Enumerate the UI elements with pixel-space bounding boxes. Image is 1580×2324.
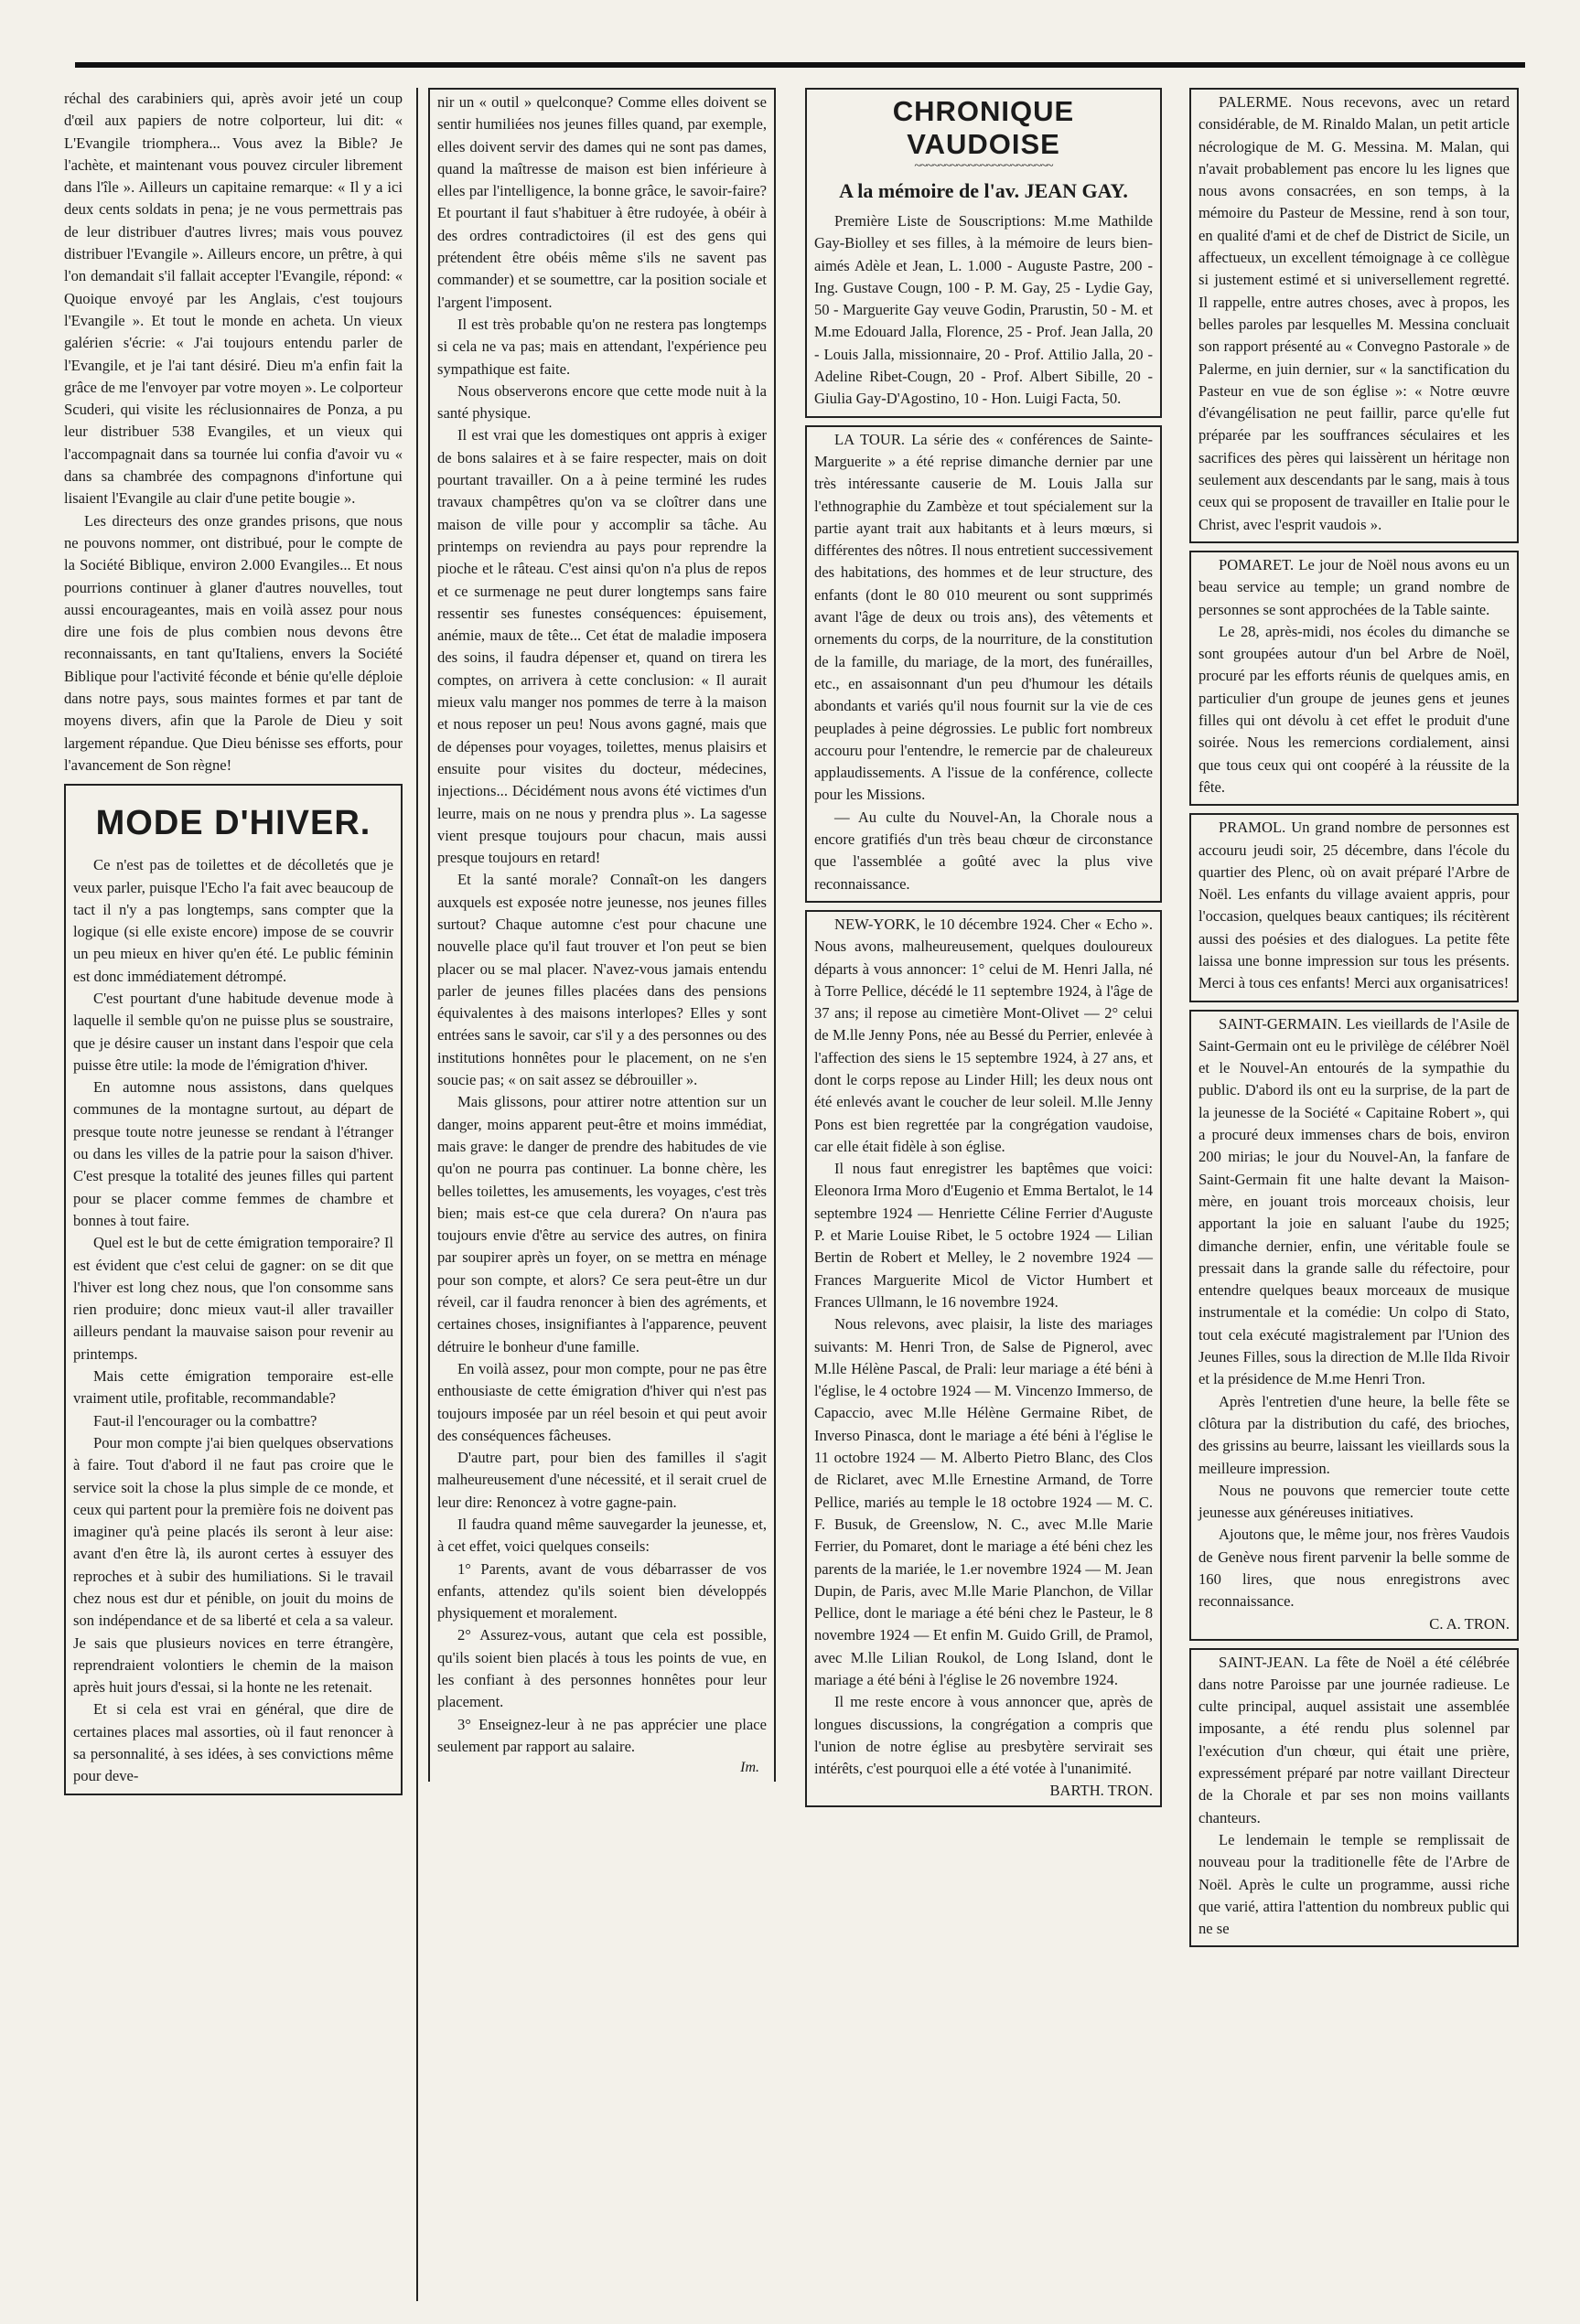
palerme-box bbox=[1189, 88, 1519, 543]
news-paragraph: SAINT-GERMAIN. Les vieillards de l'Asile de Saint-Germain ont eu le privilège de célébrer Noël et le Nouvel-An entourés de la sympathie du public. D'abord ils ont eu la surprise, de la part de la jeunesse de la Société « Capitaine Robert », qui a procuré deux immenses chars de bois, environ 200 mirias; le jour du Nouvel-An, la fanfare de Saint-Germain fit une halte devant la Maison-mère, en jouant trois morceaux choisis, leur apportant la joie en saluant l'aube du 1925; dimanche dernier, enfin, une véritable foule se pressait dans la grande salle du réfectoire, pour entendre quelques beaux morceaux de musique instrumentale et la comédie: Un colpo di Stato, tout cela exécuté magistralement par l'Union des Jeunes Filles, sous la direction de M.lle Ilda Rivoir et la présidence de M.me Henri Tron. bbox=[1198, 1014, 1510, 1388]
mode-paragraph: Quel est le but de cette émigration temporaire? Il est évident que c'est celui de gagner: on se dit que l'hiver est long chez nous, que l'on consomme sans rien produire; donc mieux vaut-il aller travailler ailleurs pendant la mauvaise saison pour revenir au printemps. bbox=[73, 1234, 393, 1363]
chronique-news-box bbox=[805, 425, 1162, 903]
news-paragraph: — Au culte du Nouvel-An, la Chorale nous a encore gratifiés d'un très beau chœur de circonstance que l'assemblée a goûté avec la plus vive reconnaissance. bbox=[814, 808, 1153, 893]
pomaret-box bbox=[1189, 551, 1519, 806]
news-paragraph: PALERME. Nous recevons, avec un retard considérable, de M. Rinaldo Malan, un petit article nécrologique de M. G. Messina. M. Malan, qui n'avait probablement pas encore lu les lignes que nous avons consacrées, en son temps, à la mémoire du Pasteur de Messine, rend à son tour, en qualité d'ami et de chef de District de Sicile, un affectueux, un excellent témoignage à ce collègue si justement estimé et si universellement regretté. Il rappelle, entre autres choses, avec à propos, les belles paroles par lesquelles M. Messina concluait son rapport présenté au « Convegno Pastorale » de Palerme, en juin dernier, sur « la sanctification du Pasteur en vue de son église »: « Notre œuvre d'évangélisation ne peut faillir, parce qu'elle fut préparée par les souffrances séculaires et les sacrifices des pères qui laissèrent un héritage non seulement aux descendants par le sang, mais à tous ceux qui se proposent de travailler en Italie pour le Christ, avec l'esprit vaudois ». bbox=[1198, 93, 1510, 533]
mode-paragraph: D'autre part, pour bien des familles il s'agit malheureusement d'une nécessité, et il serait cruel de leur dire: Renoncez à votre gagne-pain. bbox=[437, 1449, 767, 1511]
news-paragraph: Nous ne pouvons que remercier toute cette jeunesse aux généreuses initiatives. bbox=[1198, 1481, 1510, 1522]
news-paragraph: LA TOUR. La série des « conférences de Sainte-Marguerite » a été reprise dimanche dernier par une très intéressante causerie de M. Louis Jalla sur l'ethnographie du Zambèze et tout spécialement sur la partie ayant trait aux habitants et à leurs mœurs, si différentes des nôtres. Il nous entretient successivement des habitations, des hommes et de leur structure, des enfants (dont le 80 010 meurent ou sont supprimés avant l'âge de deux ou trois ans), des vêtements et ornements du corps, de la nourriture, de la constitution de la famille, du mariage, de la mort, des funérailles, etc., en assaisonnant d'un peu d'humour les détails abondants et variés qu'il nous fournit sur la vie de ces peuplades à peine dégrossies. Le public fort nombreux accouru pour l'entendre, le remercie par de chaleureux applaudissements. A l'issue de la conférence, collecte pour les Missions. bbox=[814, 430, 1153, 804]
saint-germain-box bbox=[1189, 1010, 1519, 1641]
news-signature: BARTH. TRON. bbox=[1049, 1782, 1153, 1800]
chronique-newyork-box bbox=[805, 910, 1162, 1808]
news-paragraph: SAINT-JEAN. La fête de Noël a été célébrée dans notre Paroisse par une journée radieuse. Le culte principal, auquel assistait une assemblée imposante, a été rendu plus solennel par l'exécution d'un chœur, qui était une prière, expressément préparé par notre vaillant Directeur de la Chorale et par ses non moins vaillants chanteurs. bbox=[1198, 1653, 1510, 1826]
news-signature: C. A. TRON. bbox=[1429, 1614, 1510, 1633]
column-divider bbox=[416, 88, 418, 2301]
saint-jean-box bbox=[1189, 1648, 1519, 1948]
mode-paragraph: Il est très probable qu'on ne restera pas longtemps si cela ne va pas; mais en attendant, l'expérience peu sympathique est faite. bbox=[437, 315, 767, 378]
mode-paragraph: Faut-il l'encourager ou la combattre? bbox=[93, 1411, 317, 1430]
column-1 bbox=[64, 88, 403, 2319]
mode-title: MODE D'HIVER. bbox=[95, 804, 371, 843]
mode-paragraph: C'est pourtant d'une habitude devenue mode à laquelle il semble qu'on ne puisse plus se soustraire, que je désire causer un instant dans l'espoir que cela puisse être utile: la mode de l'émigration d'hiver. bbox=[73, 989, 393, 1074]
mode-paragraph: Nous observerons encore que cette mode nuit à la santé physique. bbox=[437, 381, 767, 423]
mode-signature: Im. bbox=[740, 1760, 759, 1776]
mode-paragraph: nir un « outil » quelconque? Comme elles doivent se sentir humiliées nos jeunes filles quand, par exemple, elles doivent servir des dames qui ne sont pas dames, quand la maîtresse de maison est bien inférieure à elles par l'intelligence, la bonne grâce, le savoir-faire? Et pourtant il faut s'habituer à être rudoyée, à obéir à des ordres contradictoires (il est des gens qui prétendent être obéis même s'ils ne savent pas commander) et se soumettre, car la position sociale et l'argent l'imposent. bbox=[437, 93, 767, 311]
news-paragraph: Le 28, après-midi, nos écoles du dimanche se sont groupées autour d'un bel Arbre de Noël, procuré par les efforts réunis de quelques amis, en particulier d'un groupe de jeunes gens et jeunes filles qui ont dévolu à cet effet le produit d'une soirée. Nous les remercions cordialement, ainsi que tous ceux qui ont coopéré à la réussite de la fête. bbox=[1198, 622, 1510, 796]
news-paragraph: NEW-YORK, le 10 décembre 1924. Cher « Echo ». Nous avons, malheureusement, quelques douloureux départs à vous annoncer: 1° celui de M. Henri Jalla, né à Torre Pellice, décédé le 11 septembre 1924, à l'âge de 37 ans; il repose au cimetière Mont-Olivet — 2° celui de M.lle Jenny Pons, née au Bessé du Perrier, enlevée à l'affection des siens le 15 septembre 1924, à 27 ans, et dont le corps repose au Linder Hill; les deux nous ont été enlevés avant le coucher de leur soleil. M.lle Jenny Pons est bien regrettée par la congrégation vaudoise, car elle était fidèle à son église. bbox=[814, 915, 1153, 1155]
mode-article-continued bbox=[428, 88, 776, 1782]
mode-paragraph: Il faudra quand même sauvegarder la jeunesse, et, à cet effet, voici quelques conseils: bbox=[437, 1515, 767, 1556]
article-paragraph: Les directeurs des onze grandes prisons, que nous ne pouvons nommer, ont distribué, pour le compte de la Société Biblique, environ 2.000 Evangiles... Et nous pourrions continuer à glaner d'autres nouvelles, tout aussi encourageantes, mais en voilà assez pour nous dire une fois de plus combien nous devons être reconnaissants, en tant qu'Italiens, envers la Société Biblique pour l'activité féconde et bénie qu'elle déploie dans notre pays, sous maintes formes et par tant de moyens divers, afin que la Parole de Dieu y soit largement répandue. Que Dieu bénisse ses efforts, pour l'avancement de Son règne! bbox=[64, 511, 403, 774]
news-paragraph: Nous relevons, avec plaisir, la liste des mariages suivants: M. Henri Tron, de Salse de Pignerol, avec M.lle Hélène Pascal, de Prali: leur mariage a été béni à l'église, le 4 octobre 1924 — M. Vincenzo Immerso, de Capaccio, avec M.lle Hélène Germaine Ribet, de Inverso Pinasca, dont le mariage a été béni à l'église le 11 octobre 1924 — M. Alberto Pietro Blanc, des Clos de Riclaret, avec M.lle Ernestine Armand, de Torre Pellice, mariés au temple le 18 octobre 1924 — M. C. F. Busuk, de Greenslow, N. C., avec M.lle Marie Ferrier, du Pomaret, dont le mariage a été béni chez les parents de la mariée, le 1.er novembre 1924 — M. Jean Dupin, de Paris, avec M.lle Marie Planchon, de Villar Pellice, dont le mariage a été béni chez le Pasteur, le 8 novembre 1924 — Et enfin M. Guido Grill, de Pramol, avec M.lle Lilian Roukol, de Long Island, dont le mariage a été béni à l'église le 26 novembre 1924. bbox=[814, 1315, 1153, 1688]
mode-advice: 2° Assurez-vous, autant que cela est possible, qu'ils soient bien placés à tous les points de vue, en les confiant à des personnes honnêtes pour leur placement. bbox=[437, 1626, 767, 1711]
news-paragraph: Le lendemain le temple se remplissait de nouveau pour la traditionelle fête de l'Arbre de Noël. Après le culte un programme, aussi riche que varié, attira l'attention du nombreux public qui ne se bbox=[1198, 1830, 1510, 1938]
mode-paragraph: Il est vrai que les domestiques ont appris à exiger de bons salaires et à se faire respecter, mais on doit pourtant travailler. On a à peine terminé les rudes travaux champêtres qu'on va se cloîtrer dans une maison de ville pour y accomplir sa tâche. Au printemps on reviendra au pays pour reprendre la pioche et le râteau. C'est ainsi qu'on n'a plus de repos et ce surmenage ne peut durer longtemps sans faire ressentir ses funestes conséquences: épuisement, anémie, maux de tête... Cet état de maladie imposera des soins, il faudra dépenser et, quand on tirera les comptes, on arrivera à cette conclusion: « Il aurait mieux valu manger nos pommes de terre à la maison et nous reposer un peu! Nous avons gagné, mais que de dépenses pour voyages, toilettes, menus plaisirs et ensuite pour visites du docteur, médecines, injections... Décidément nous avons été victimes d'un leurre, mais on ne nous y prendra plus ». La sagesse vient presque toujours pour chacun, mais aussi presque toujours en retard! bbox=[437, 426, 767, 867]
chronique-header-box bbox=[805, 88, 1162, 418]
mode-paragraph: Ce n'est pas de toilettes et de décolletés que je veux parler, puisque l'Echo l'a fait avec beaucoup de tact il n'y a pas longtemps, sans compter que la logique (si elle existe encore) impose de se couvrir un peu mieux en hiver qu'en été. Le public féminin est donc immédiatement détrompé. bbox=[73, 856, 393, 985]
mode-paragraph: Et la santé morale? Connaît-on les dangers auxquels est exposée notre jeunesse, nos jeunes filles surtout? Chaque automne c'est pour chacune une nouvelle place qu'il faut trouver et l'on peut se bien placer ou se mal placer. N'avez-vous jamais entendu parler de jeunes filles placées dans des pensions équivalentes à des maisons interlopes? Elles y sont entrées sans le savoir, car s'il y a des personnes ou des institutions honnêtes pour le placement, on ne s'en soucie pas; « on sait assez se débrouiller ». bbox=[437, 871, 767, 1089]
news-paragraph: POMARET. Le jour de Noël nous avons eu un beau service au temple; un grand nombre de personnes se sont approchées de la Table sainte. bbox=[1198, 555, 1510, 618]
mode-advice: 3° Enseignez-leur à ne pas apprécier une place seulement par rapport au salaire. bbox=[437, 1715, 767, 1755]
mode-paragraph: En voilà assez, pour mon compte, pour ne pas être enthousiaste de cette émigration d'hiver qui n'est pas toujours imposée par un réel besoin et qui peut avoir des conséquences fâcheuses. bbox=[437, 1359, 767, 1444]
pramol-box bbox=[1189, 813, 1519, 1001]
column-3 bbox=[805, 88, 1162, 2319]
mode-article bbox=[64, 784, 403, 1794]
mode-advice: 1° Parents, avant de vous débarrasser de vos enfants, attendez qu'ils soient bien développés physiquement et moralement. bbox=[437, 1559, 767, 1623]
mode-paragraph: Et si cela est vrai en général, que dire de certaines places mal assorties, où il faut renoncer à sa personnalité, à ses idées, à ses convictions même pour deve- bbox=[73, 1700, 393, 1785]
column-2 bbox=[428, 88, 776, 2319]
mode-paragraph: Pour mon compte j'ai bien quelques observations à faire. Tout d'abord il ne faut pas croire que le service soit la chose la plus simple de ce monde, et ceux qui partent pour la première fois ne doivent pas imaginer qu'à peine placés ils seront à leur aise: avant d'en être là, ils auront certes à essuyer des reproches et à subir des humiliations. Si le travail chez nous est dur et pénible, on jouit du moins de son indépendance et de sa liberté et cela a sa valeur. Je sais que plusieurs novices en terre étrangère, reprendraient volontiers le chemin de la maison après huit jours d'essai, si la honte ne les retenait. bbox=[73, 1433, 393, 1697]
news-paragraph: Ajoutons que, le même jour, nos frères Vaudois de Genève nous firent parvenir la belle somme de 160 lires, que nous enregistrons avec reconnaissance. bbox=[1198, 1526, 1510, 1611]
top-rule bbox=[75, 62, 1525, 68]
column-4 bbox=[1189, 88, 1519, 2319]
article-paragraph: réchal des carabiniers qui, après avoir jeté un coup d'œil aux papiers de notre colporteur, lui dit: « L'Evangile triomphera... Vous avez la Bible? Je l'achète, et maintenant vous pouvez circuler librement dans l'île ». Ailleurs un capitaine remarque: « Il y a ici deux cents soldats in pena; je ne vous permettrais pas de leur distribuer d'autres livres; mais vous pouvez distribuer l'Evangile ». Ailleurs encore, un prêtre, à qui l'on demandait s'il fallait accepter l'Evangile, répond: « Quoique envoyé par les Anglais, c'est toujours l'Evangile ». Et tout le monde en acheta. Un vieux galérien s'écrie: « J'ai toujours entendu parler de l'Evangile, et je l'ai tant désiré. Dieu m'a enfin fait la grâce de me l'envoyer par votre moyen ». Le colporteur Scuderi, qui visite les réclusionnaires de Ponza, a pu leur distribuer 538 Evangiles, et un vieux qui l'accompagnait dans sa tournée lui confia d'avoir vu « dans sa chambrée des compagnons d'infortune qui lisaient l'Evangile au clair d'une petite bougie ». bbox=[64, 90, 403, 508]
mode-paragraph: Mais cette émigration temporaire est-elle vraiment utile, profitable, recommandable? bbox=[73, 1367, 393, 1408]
news-paragraph: Après l'entretien d'une heure, la belle fête se clôtura par la distribution du café, des brioches, des grissins au beurre, laissant les vieillards sous la meilleure impression. bbox=[1198, 1392, 1510, 1477]
chronique-title: CHRONIQUE VAUDOISE bbox=[892, 95, 1075, 160]
news-paragraph: Il nous faut enregistrer les baptêmes que voici: Eleonora Irma Moro d'Eugenio et Emma Bertalot, le 14 septembre 1924 — Henriette Céline Ferrier d'Auguste P. et Marie Louise Ribet, le 5 octobre 1924 — Lilian Bertin de Robert et Melley, le 2 novembre 1924 — Frances Marguerite Micol de Victor Humbert et Frances Ullmann, le 16 novembre 1924. bbox=[814, 1160, 1153, 1311]
memorial-paragraph: Première Liste de Souscriptions: M.me Mathilde Gay-Biolley et ses filles, à la mémoire de leurs bien-aimés Adèle et Jean, L. 1.000 - Auguste Pastre, 200 - Ing. Gustave Cougn, 100 - P. M. Gay, 25 - Lydie Gay, 50 - Marguerite Gay veuve Godin, Prarustin, 50 - M. et M.me Edouard Jalla, Florence, 25 - Prof. Jean Jalla, 20 - Louis Jalla, missionnaire, 20 - Prof. Attilio Jalla, 20 - Adeline Ribet-Cougn, 20 - Prof. Albert Sibille, 20 - Giulia Gay-D'Agostino, 10 - Hon. Luigi Facta, 50. bbox=[814, 212, 1153, 408]
news-paragraph: Il me reste encore à vous annoncer que, après de longues discussions, la congrégation a compris que l'union de notre église au presbytère servirait ses intérêts, c'est pourquoi elle a été votée à l'unanimité. bbox=[814, 1693, 1153, 1778]
ornament-divider: ~~~~~~~~~~~~~~~~~~~~~~~ bbox=[914, 159, 1053, 173]
news-paragraph: PRAMOL. Un grand nombre de personnes est accouru jeudi soir, 25 décembre, dans l'école du quartier des Plenc, où on avait préparé l'Arbre de Noël. Les enfants du village avaient appris, pour l'occasion, quelques beaux cantiques; ils récitèrent aussi des poésies et des dialogues. La petite fête laissa une bonne impression sur tous les présents. Merci à tous ces enfants! Merci aux organisatrices! bbox=[1198, 819, 1510, 992]
mode-paragraph: En automne nous assistons, dans quelques communes de la montagne surtout, au départ de presque toute notre jeunesse se rendant à l'étranger ou dans les villes de la patrie pour la saison d'hiver. C'est presque la totalité des jeunes filles qui partent pour se placer comme femmes de chambre et bonnes à tout faire. bbox=[73, 1078, 393, 1229]
memorial-title: A la mémoire de l'av. JEAN GAY. bbox=[839, 179, 1128, 202]
mode-paragraph: Mais glissons, pour attirer notre attention sur un danger, moins apparent peut-être et moins immédiat, mais grave: le danger de prendre des habitudes de vie qu'on ne pourra pas continuer. La bonne chère, les belles toilettes, les amusements, les voyages, c'est très bien; mais est-ce que cela durera? On n'aura pas toujours envie d'être au service des autres, on finira par soupirer après un foyer, on se mettra en ménage pour son compte, et alors? Ce sera peut-être un dur réveil, car il faudra renoncer à bien des agréments, et certaines choses, insignifiantes à l'apparence, peuvent détruire le bonheur d'une famille. bbox=[437, 1093, 767, 1355]
